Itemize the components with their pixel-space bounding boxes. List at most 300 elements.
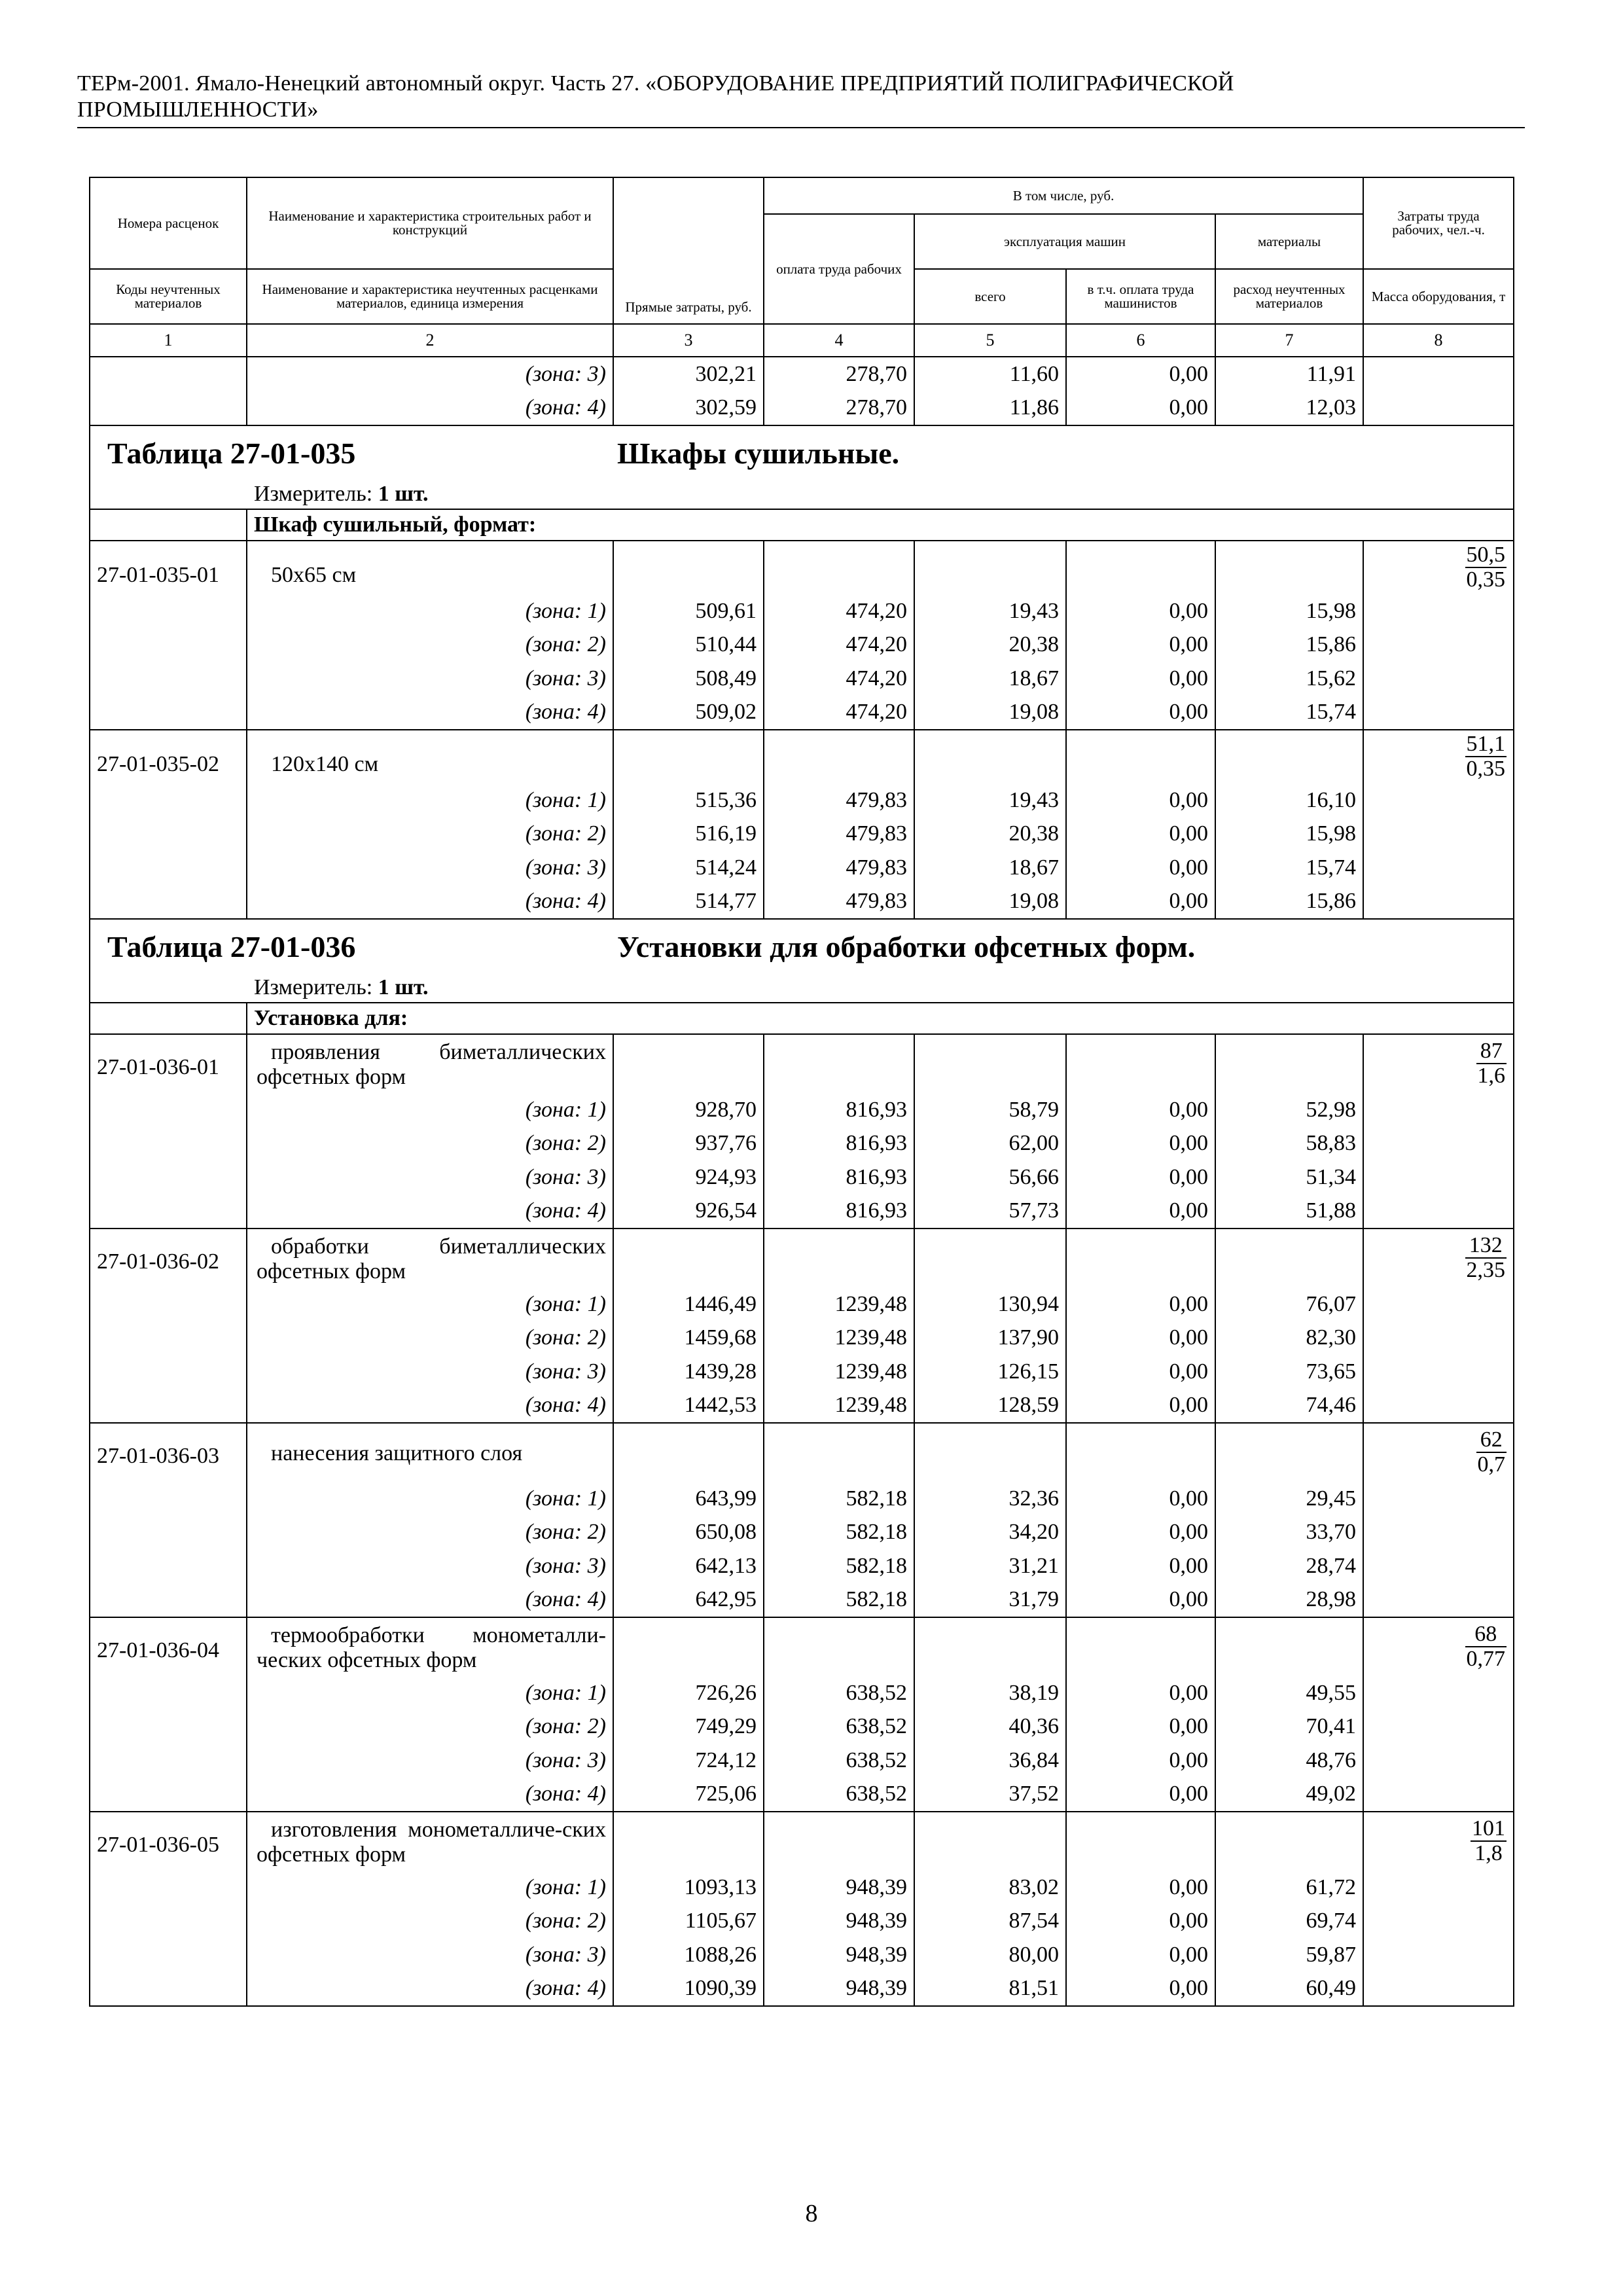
labor-cost: 816,93 [764, 1160, 914, 1194]
labor-cost: 479,83 [764, 817, 914, 852]
measure-label: Измеритель: [254, 482, 373, 506]
zone-label: (зона: 1) [247, 594, 613, 628]
empty-cell [1363, 1778, 1514, 1812]
empty-cell [613, 1034, 764, 1093]
empty-cell [90, 1516, 247, 1550]
equipment-mass: 1,8 [1474, 1841, 1503, 1865]
materials-cost: 28,98 [1215, 1583, 1363, 1618]
zone-label: (зона: 4) [247, 1389, 613, 1424]
empty-cell [764, 1229, 914, 1287]
labor-cost: 479,83 [764, 851, 914, 885]
empty-cell [1066, 1617, 1215, 1676]
machines-total: 40,36 [914, 1710, 1066, 1744]
labor-cost: 582,18 [764, 1583, 914, 1618]
labor-mass-fraction [1363, 1229, 1514, 1287]
zone-label: (зона: 3) [247, 1744, 613, 1778]
materials-cost: 15,86 [1215, 885, 1363, 920]
empty-cell [90, 628, 247, 662]
zone-label: (зона: 1) [247, 783, 613, 817]
column-number-row [90, 324, 1514, 357]
equipment-mass: 0,35 [1466, 567, 1506, 592]
materials-cost: 52,98 [1215, 1093, 1363, 1127]
machines-total: 18,67 [914, 851, 1066, 885]
empty-cell [1363, 1482, 1514, 1516]
empty-cell [1363, 1938, 1514, 1972]
empty-cell [1215, 1617, 1363, 1676]
direct-cost: 1439,28 [613, 1355, 764, 1389]
empty-cell [90, 817, 247, 852]
labor-hours: 101 [1472, 1816, 1506, 1840]
item-name: 50х65 см [247, 541, 613, 594]
labor-cost: 638,52 [764, 1744, 914, 1778]
column-number: 5 [914, 324, 1066, 357]
machines-total: 128,59 [914, 1389, 1066, 1424]
item-row [90, 1034, 1514, 1093]
empty-cell [90, 1287, 247, 1321]
materials-cost: 60,49 [1215, 1972, 1363, 2007]
header-line-1: ТЕРм-2001. Ямало-Ненецкий автономный округ. Часть 27. «ОБОРУДОВАНИЕ ПРЕДПРИЯТИЙ ПОЛИГРАФИЧЕСКОЙ [77, 71, 1234, 96]
operator-labor: 0,00 [1066, 1355, 1215, 1389]
labor-mass-fraction [1363, 1812, 1514, 1871]
empty-cell [90, 696, 247, 730]
item-name: обработки биметаллических офсетных форм [247, 1229, 613, 1287]
empty-cell [1363, 1871, 1514, 1905]
zone-row [90, 783, 1514, 817]
materials-cost: 15,86 [1215, 628, 1363, 662]
empty-cell [613, 1812, 764, 1871]
operator-labor: 0,00 [1066, 1871, 1215, 1905]
empty-cell [1215, 1423, 1363, 1482]
empty-cell [1363, 1321, 1514, 1355]
zone-label: (зона: 1) [247, 1676, 613, 1710]
materials-cost: 82,30 [1215, 1321, 1363, 1355]
operator-labor: 0,00 [1066, 1516, 1215, 1550]
labor-cost: 948,39 [764, 1871, 914, 1905]
item-row [90, 1617, 1514, 1676]
empty-cell [1363, 885, 1514, 920]
labor-hours: 51,1 [1466, 732, 1506, 756]
labor-cost: 474,20 [764, 696, 914, 730]
section-heading: Шкаф сушильный, формат: [247, 509, 1514, 541]
empty-cell [914, 1423, 1066, 1482]
operator-labor: 0,00 [1066, 1194, 1215, 1229]
materials-cost: 29,45 [1215, 1482, 1363, 1516]
direct-cost: 1088,26 [613, 1938, 764, 1972]
column-number: 1 [90, 324, 247, 357]
direct-cost: 1093,13 [613, 1871, 764, 1905]
zone-label: (зона: 4) [247, 1583, 613, 1618]
empty-cell [1363, 1744, 1514, 1778]
header-col2-bottom: Наименование и характеристика неучтенных расценками материалов, единица измерения [247, 269, 613, 324]
empty-cell [90, 1003, 247, 1034]
materials-cost: 70,41 [1215, 1710, 1363, 1744]
direct-cost: 937,76 [613, 1127, 764, 1161]
labor-cost: 1239,48 [764, 1321, 914, 1355]
zone-row [90, 1744, 1514, 1778]
machines-total: 19,43 [914, 594, 1066, 628]
price-table [89, 177, 1514, 2007]
materials-cost: 58,83 [1215, 1127, 1363, 1161]
page-number: 8 [805, 2200, 818, 2227]
zone-label: (зона: 3) [247, 851, 613, 885]
zone-label: (зона: 1) [247, 1287, 613, 1321]
empty-cell [90, 1389, 247, 1424]
item-name: нанесения защитного слоя [247, 1423, 613, 1482]
empty-cell [764, 541, 914, 594]
empty-cell [1066, 541, 1215, 594]
empty-cell [90, 783, 247, 817]
zone-row [90, 1355, 1514, 1389]
empty-cell [90, 357, 247, 391]
page-header [77, 71, 1517, 123]
machines-total: 87,54 [914, 1905, 1066, 1939]
empty-cell [90, 391, 247, 426]
zone-label: (зона: 3) [247, 662, 613, 696]
empty-cell [1363, 817, 1514, 852]
empty-cell [613, 1423, 764, 1482]
direct-cost: 928,70 [613, 1093, 764, 1127]
empty-cell [1363, 1194, 1514, 1229]
empty-cell [1066, 1034, 1215, 1093]
empty-cell [1363, 1127, 1514, 1161]
equipment-mass: 2,35 [1466, 1258, 1506, 1282]
empty-cell [764, 730, 914, 783]
machines-total: 32,36 [914, 1482, 1066, 1516]
empty-cell [1363, 696, 1514, 730]
empty-cell [1215, 1034, 1363, 1093]
labor-cost: 474,20 [764, 662, 914, 696]
empty-cell [90, 1938, 247, 1972]
empty-cell [1215, 1812, 1363, 1871]
empty-cell [613, 1617, 764, 1676]
zone-row [90, 817, 1514, 852]
direct-cost: 514,24 [613, 851, 764, 885]
zone-row [90, 1710, 1514, 1744]
operator-labor: 0,00 [1066, 783, 1215, 817]
empty-cell [1363, 1355, 1514, 1389]
labor-cost: 816,93 [764, 1127, 914, 1161]
machines-total: 37,52 [914, 1778, 1066, 1812]
rate-code: 27-01-036-01 [90, 1034, 247, 1093]
zone-label: (зона: 4) [247, 696, 613, 730]
empty-cell [1363, 594, 1514, 628]
operator-labor: 0,00 [1066, 1972, 1215, 2007]
zone-row [90, 851, 1514, 885]
labor-cost: 582,18 [764, 1516, 914, 1550]
column-number: 4 [764, 324, 914, 357]
empty-cell [90, 594, 247, 628]
machines-total: 58,79 [914, 1093, 1066, 1127]
materials-cost: 69,74 [1215, 1905, 1363, 1939]
header-col8-bottom: Масса оборудования, т [1363, 269, 1514, 324]
operator-labor: 0,00 [1066, 1127, 1215, 1161]
zone-label: (зона: 2) [247, 628, 613, 662]
empty-cell [1215, 730, 1363, 783]
table-title-row [90, 919, 1514, 973]
zone-row [90, 1549, 1514, 1583]
materials-cost: 11,91 [1215, 357, 1363, 391]
zone-label: (зона: 1) [247, 1093, 613, 1127]
materials-cost: 73,65 [1215, 1355, 1363, 1389]
equipment-mass: 0,35 [1466, 757, 1506, 781]
empty-cell [914, 541, 1066, 594]
empty-cell [1363, 1160, 1514, 1194]
empty-cell [90, 1482, 247, 1516]
labor-cost: 638,52 [764, 1778, 914, 1812]
item-row [90, 730, 1514, 783]
materials-cost: 59,87 [1215, 1938, 1363, 1972]
table-title-row [90, 425, 1514, 480]
zone-label: (зона: 1) [247, 1482, 613, 1516]
zone-label: (зона: 3) [247, 1938, 613, 1972]
materials-cost: 48,76 [1215, 1744, 1363, 1778]
empty-cell [613, 1229, 764, 1287]
measure-value: 1 шт. [378, 975, 429, 999]
zone-row [90, 1127, 1514, 1161]
zone-label: (зона: 3) [247, 1355, 613, 1389]
empty-cell [1363, 662, 1514, 696]
empty-cell [90, 1160, 247, 1194]
labor-cost: 1239,48 [764, 1355, 914, 1389]
column-number: 6 [1066, 324, 1215, 357]
equipment-mass: 0,77 [1466, 1647, 1506, 1671]
zone-row [90, 1871, 1514, 1905]
operator-labor: 0,00 [1066, 1710, 1215, 1744]
header-col4: оплата труда рабочих [764, 214, 914, 324]
zone-row [90, 1905, 1514, 1939]
measure-label: Измеритель: [254, 975, 373, 999]
empty-cell [90, 851, 247, 885]
labor-cost: 1239,48 [764, 1389, 914, 1424]
labor-mass-fraction [1363, 1034, 1514, 1093]
empty-cell [90, 1127, 247, 1161]
header-col7: расход неучтенных материалов [1215, 269, 1363, 324]
zone-row [90, 1583, 1514, 1618]
item-row [90, 1229, 1514, 1287]
measure-row [90, 973, 1514, 1003]
operator-labor: 0,00 [1066, 1938, 1215, 1972]
zone-row [90, 696, 1514, 730]
machines-total: 57,73 [914, 1194, 1066, 1229]
fraction [1465, 1623, 1507, 1671]
zone-label: (зона: 3) [247, 357, 613, 391]
zone-row [90, 391, 1514, 426]
zone-label: (зона: 2) [247, 1710, 613, 1744]
zone-row [90, 1482, 1514, 1516]
machines-total: 81,51 [914, 1972, 1066, 2007]
operator-labor: 0,00 [1066, 1905, 1215, 1939]
operator-labor: 0,00 [1066, 1389, 1215, 1424]
empty-cell [1363, 1710, 1514, 1744]
fraction [1465, 1234, 1507, 1282]
direct-cost: 510,44 [613, 628, 764, 662]
machines-total: 137,90 [914, 1321, 1066, 1355]
empty-cell [613, 541, 764, 594]
machines-total: 19,08 [914, 885, 1066, 920]
empty-cell [764, 1812, 914, 1871]
empty-cell [914, 730, 1066, 783]
materials-cost: 76,07 [1215, 1287, 1363, 1321]
empty-cell [1363, 1905, 1514, 1939]
operator-labor: 0,00 [1066, 594, 1215, 628]
item-row [90, 1423, 1514, 1482]
zone-label: (зона: 4) [247, 885, 613, 920]
labor-cost: 638,52 [764, 1676, 914, 1710]
header-row-1 [90, 177, 1514, 214]
item-name: термообработки монометалли-ческих офсетных форм [247, 1617, 613, 1676]
item-name: изготовления монометалличе-ских офсетных форм [247, 1812, 613, 1871]
direct-cost: 515,36 [613, 783, 764, 817]
direct-cost: 924,93 [613, 1160, 764, 1194]
header-materials: материалы [1215, 214, 1363, 269]
measure-cell [90, 480, 1514, 509]
section-heading: Установка для: [247, 1003, 1514, 1034]
machines-total: 83,02 [914, 1871, 1066, 1905]
header-col5: всего [914, 269, 1066, 324]
direct-cost: 725,06 [613, 1778, 764, 1812]
direct-cost: 650,08 [613, 1516, 764, 1550]
table-title-cell [90, 919, 1514, 973]
materials-cost: 51,34 [1215, 1160, 1363, 1194]
materials-cost: 74,46 [1215, 1389, 1363, 1424]
direct-cost: 516,19 [613, 817, 764, 852]
machines-total: 36,84 [914, 1744, 1066, 1778]
empty-cell [1363, 1389, 1514, 1424]
materials-cost: 49,02 [1215, 1778, 1363, 1812]
empty-cell [90, 1676, 247, 1710]
labor-hours: 87 [1476, 1039, 1507, 1064]
labor-cost: 479,83 [764, 885, 914, 920]
table-title-wrap [97, 929, 1507, 964]
rate-code: 27-01-036-04 [90, 1617, 247, 1676]
header-col6: в т.ч. оплата труда машинистов [1066, 269, 1215, 324]
labor-mass-fraction [1363, 730, 1514, 783]
operator-labor: 0,00 [1066, 696, 1215, 730]
direct-cost: 302,59 [613, 391, 764, 426]
labor-cost: 816,93 [764, 1093, 914, 1127]
empty-cell [1066, 1423, 1215, 1482]
materials-cost: 51,88 [1215, 1194, 1363, 1229]
zone-row [90, 1676, 1514, 1710]
empty-cell [1215, 1229, 1363, 1287]
direct-cost: 509,61 [613, 594, 764, 628]
fraction [1465, 732, 1507, 781]
direct-cost: 1105,67 [613, 1905, 764, 1939]
labor-hours: 50,5 [1466, 543, 1506, 567]
fraction [1476, 1039, 1507, 1088]
direct-cost: 724,12 [613, 1744, 764, 1778]
empty-cell [914, 1812, 1066, 1871]
empty-cell [1363, 1549, 1514, 1583]
zone-row [90, 1516, 1514, 1550]
direct-cost: 1442,53 [613, 1389, 764, 1424]
direct-cost: 642,95 [613, 1583, 764, 1618]
empty-cell [90, 1549, 247, 1583]
empty-cell [1363, 851, 1514, 885]
machines-total: 19,43 [914, 783, 1066, 817]
zone-row [90, 1194, 1514, 1229]
measure-value: 1 шт. [378, 482, 429, 506]
direct-cost: 749,29 [613, 1710, 764, 1744]
rate-code: 27-01-036-03 [90, 1423, 247, 1482]
labor-cost: 1239,48 [764, 1287, 914, 1321]
empty-cell [1363, 783, 1514, 817]
empty-cell [764, 1034, 914, 1093]
labor-hours: 62 [1476, 1428, 1507, 1453]
direct-cost: 302,21 [613, 357, 764, 391]
table-title-wrap [97, 436, 1507, 471]
zone-label: (зона: 1) [247, 1871, 613, 1905]
machines-total: 62,00 [914, 1127, 1066, 1161]
table-number: Таблица 27-01-036 [107, 929, 356, 963]
labor-mass-fraction [1363, 541, 1514, 594]
labor-hours: 132 [1465, 1234, 1507, 1259]
labor-cost: 582,18 [764, 1482, 914, 1516]
header-col8-top: Затраты труда рабочих, чел.-ч. [1363, 177, 1514, 269]
labor-cost: 479,83 [764, 783, 914, 817]
labor-cost: 948,39 [764, 1905, 914, 1939]
machines-total: 11,60 [914, 357, 1066, 391]
table-title: Установки для обработки офсетных форм. [617, 929, 1196, 963]
section-row [90, 1003, 1514, 1034]
empty-cell [1363, 1972, 1514, 2007]
materials-cost: 15,74 [1215, 696, 1363, 730]
operator-labor: 0,00 [1066, 1676, 1215, 1710]
empty-cell [90, 509, 247, 541]
column-number: 8 [1363, 324, 1514, 357]
empty-cell [1363, 1583, 1514, 1618]
operator-labor: 0,00 [1066, 885, 1215, 920]
zone-label: (зона: 3) [247, 1549, 613, 1583]
machines-total: 34,20 [914, 1516, 1066, 1550]
zone-row [90, 1321, 1514, 1355]
header-col2-top: Наименование и характеристика строительных работ и конструкций [247, 177, 613, 269]
fraction [1476, 1428, 1507, 1477]
materials-cost: 49,55 [1215, 1676, 1363, 1710]
direct-cost: 726,26 [613, 1676, 764, 1710]
machines-total: 31,21 [914, 1549, 1066, 1583]
zone-row [90, 1972, 1514, 2007]
empty-cell [764, 1423, 914, 1482]
machines-total: 38,19 [914, 1676, 1066, 1710]
labor-cost: 948,39 [764, 1972, 914, 2007]
operator-labor: 0,00 [1066, 1482, 1215, 1516]
operator-labor: 0,00 [1066, 1778, 1215, 1812]
materials-cost: 33,70 [1215, 1516, 1363, 1550]
empty-cell [1363, 1676, 1514, 1710]
empty-cell [1363, 1516, 1514, 1550]
direct-cost: 926,54 [613, 1194, 764, 1229]
table-title: Шкафы сушильные. [617, 436, 900, 470]
operator-labor: 0,00 [1066, 391, 1215, 426]
rate-code: 27-01-036-05 [90, 1812, 247, 1871]
operator-labor: 0,00 [1066, 1160, 1215, 1194]
empty-cell [90, 1778, 247, 1812]
direct-cost: 514,77 [613, 885, 764, 920]
operator-labor: 0,00 [1066, 817, 1215, 852]
empty-cell [764, 1617, 914, 1676]
empty-cell [1066, 1229, 1215, 1287]
item-name: 120х140 см [247, 730, 613, 783]
direct-cost: 509,02 [613, 696, 764, 730]
zone-label: (зона: 2) [247, 1321, 613, 1355]
fraction [1465, 543, 1507, 592]
labor-cost: 638,52 [764, 1710, 914, 1744]
empty-cell [1066, 1812, 1215, 1871]
machines-total: 130,94 [914, 1287, 1066, 1321]
zone-label: (зона: 2) [247, 1516, 613, 1550]
materials-cost: 61,72 [1215, 1871, 1363, 1905]
